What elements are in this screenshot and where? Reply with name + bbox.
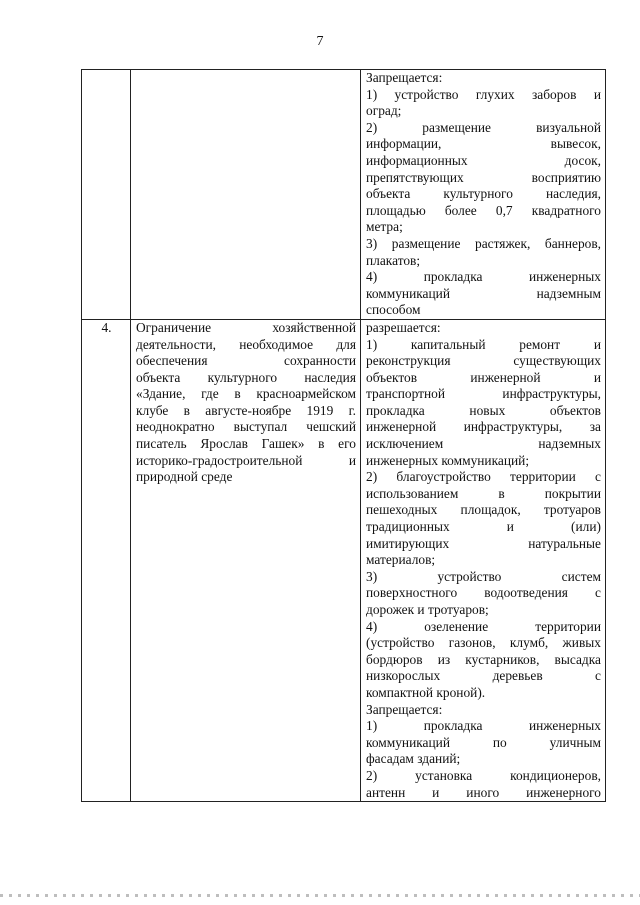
rules-cell	[361, 319, 606, 801]
restriction-line: клубе в августе-ноябре 1919 г.	[136, 402, 356, 418]
rule-line: традиционных и (или)	[366, 519, 601, 535]
rule-line: разрешается:	[366, 319, 441, 335]
rule-line: 3) размещение растяжек, баннеров,	[366, 235, 601, 251]
rule-line: метра;	[366, 219, 403, 235]
rule-line: объектов инженерной и	[366, 369, 601, 385]
rules-cell	[361, 70, 606, 320]
rule-line: коммуникаций надземным	[366, 285, 601, 301]
restriction-line: объекта культурного наследия	[136, 369, 356, 385]
rule-line: компактной кроной).	[366, 684, 486, 700]
rule-line: препятствующих восприятию	[366, 169, 601, 185]
table-row	[82, 70, 606, 320]
rule-line: 1) прокладка инженерных	[366, 718, 601, 734]
rule-line: 3) устройство систем	[366, 568, 601, 584]
rule-line: (устройство газонов, клумб, живых	[366, 635, 601, 651]
rule-line: инженерных коммуникаций;	[366, 452, 530, 468]
rule-line: низкорослых деревьев с	[366, 668, 601, 684]
table-row	[82, 319, 606, 801]
rule-line: оград;	[366, 103, 402, 119]
restriction-cell	[131, 319, 361, 801]
rule-line: коммуникаций по уличным	[366, 734, 601, 750]
restriction-cell	[131, 70, 361, 320]
restriction-line: писатель Ярослав Гашек» в его	[136, 436, 356, 452]
rule-line: 2) установка кондиционеров,	[366, 767, 601, 783]
rule-line: пешеходных площадок, тротуаров	[366, 502, 601, 518]
restriction-line: Ограничение хозяйственной	[136, 319, 356, 335]
rule-line: информации, вывесок,	[366, 136, 601, 152]
rule-line: прокладка новых объектов	[366, 402, 601, 418]
rule-line: поверхностного водоотведения с	[366, 585, 601, 601]
rule-line: антенн и иного инженерного	[366, 784, 601, 800]
row-number-cell: 4.	[82, 319, 131, 801]
page-number: 7	[316, 34, 324, 49]
rule-line: Запрещается:	[366, 701, 443, 717]
restriction-line: деятельности, необходимое для	[136, 336, 356, 352]
rule-line: транспортной инфраструктуры,	[366, 386, 601, 402]
restrictions-table	[81, 69, 606, 802]
rule-line: 4) прокладка инженерных	[366, 269, 601, 285]
rule-line: 4) озеленение территории	[366, 618, 601, 634]
rule-line: инженерной инфраструктуры, за	[366, 419, 601, 435]
rule-line: реконструкция существующих	[366, 353, 601, 369]
rule-line: плакатов;	[366, 252, 421, 268]
restriction-line: «Здание, где в красноармейском	[136, 386, 356, 402]
rule-line: Запрещается:	[366, 70, 443, 85]
rule-line: 2) благоустройство территории с	[366, 469, 601, 485]
rule-line: способом	[366, 302, 421, 318]
scan-edge-artifact	[0, 894, 640, 897]
rule-line: 1) устройство глухих заборов и	[366, 86, 601, 102]
row-number-cell	[82, 70, 131, 320]
rule-line: 2) размещение визуальной	[366, 119, 601, 135]
rule-line: исключением надземных	[366, 436, 601, 452]
rule-line: использованием в покрытии	[366, 485, 601, 501]
restriction-line: историко-градостроительной и	[136, 452, 356, 468]
restriction-line: обеспечения сохранности	[136, 353, 356, 369]
rule-line: фасадам зданий;	[366, 751, 461, 767]
restriction-line: природной среде	[136, 469, 233, 485]
rule-line: материалов;	[366, 552, 436, 568]
rule-line: площадью более 0,7 квадратного	[366, 202, 601, 218]
rule-line: бордюров из кустарников, высадка	[366, 651, 601, 667]
rule-line: 1) капитальный ремонт и	[366, 336, 601, 352]
rule-line: дорожек и тротуаров;	[366, 602, 489, 617]
restriction-line: неоднократно выступал чешский	[136, 419, 356, 435]
rule-line: информационных досок,	[366, 152, 601, 168]
rule-line: объекта культурного наследия,	[366, 186, 601, 202]
rule-line: имитирующих натуральные	[366, 535, 601, 551]
